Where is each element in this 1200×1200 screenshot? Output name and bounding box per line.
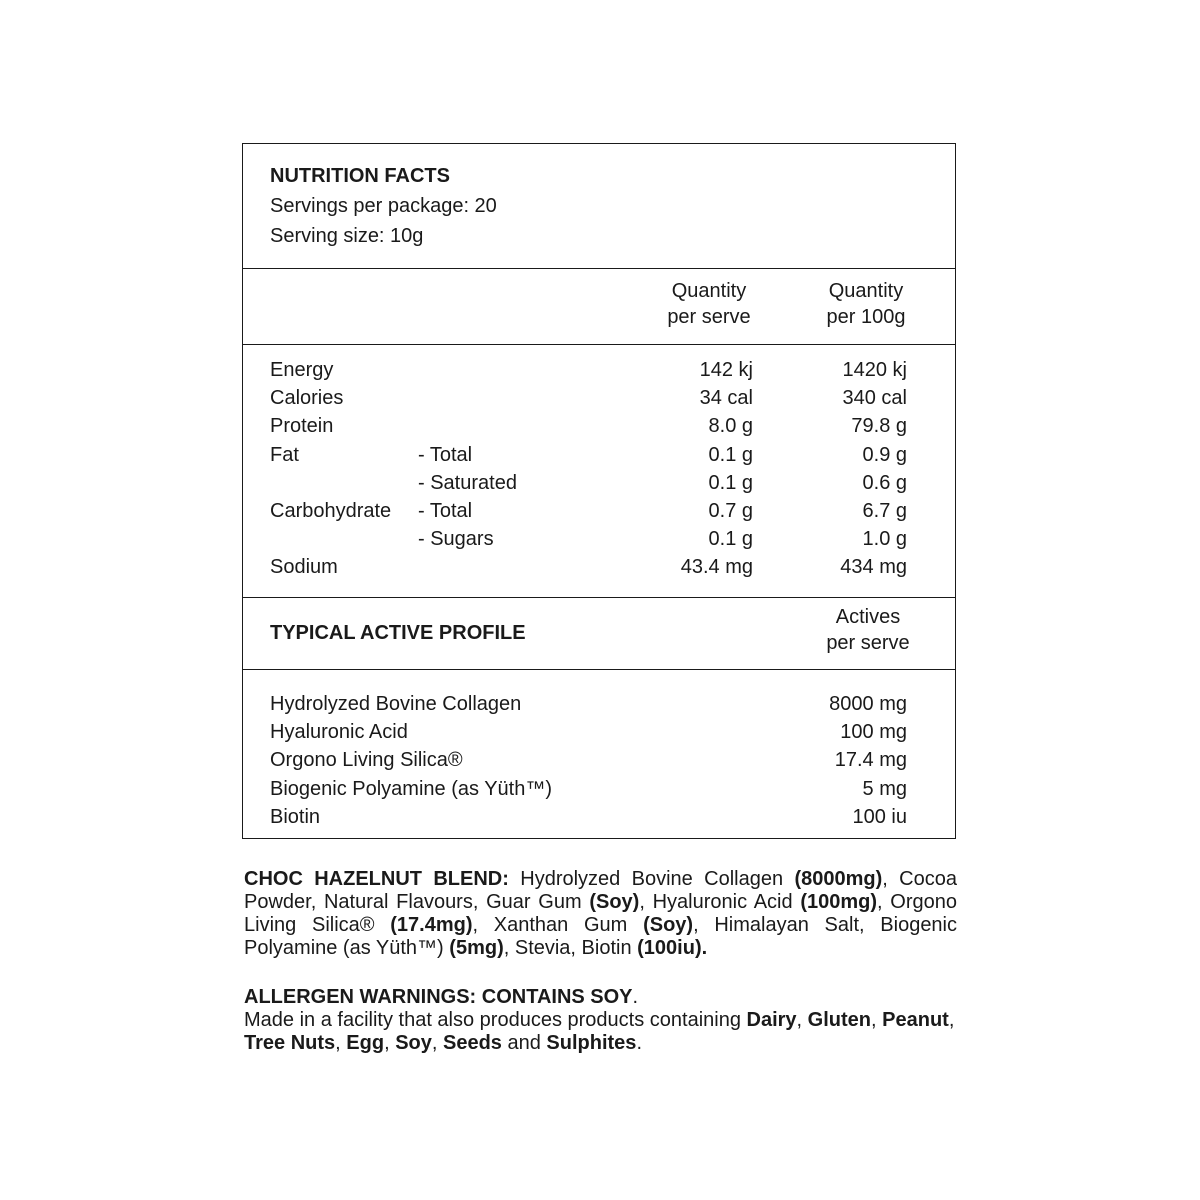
allergen-item: Egg <box>346 1032 385 1054</box>
active-name: Biogenic Polyamine (as Yüth™) <box>270 777 552 800</box>
col-header-per-100g <box>807 278 925 330</box>
text-segment: , Xanthan Gum <box>472 914 644 936</box>
separator: , <box>871 1009 883 1031</box>
nutrient-subtype: - Total <box>418 443 473 466</box>
active-amount: 5 mg <box>862 777 907 800</box>
text-segment: . <box>632 986 639 1008</box>
col-header-per-serve <box>651 278 767 330</box>
serving-size: Serving size: 10g <box>270 225 424 247</box>
text-segment: Hydrolyzed Bovine Collagen <box>508 868 795 890</box>
allergen-item: Tree Nuts <box>244 1032 336 1054</box>
nutrient-per-serve: 0.7 g <box>708 500 753 522</box>
bold-segment: (Soy) <box>589 891 640 913</box>
active-profile-title: TYPICAL ACTIVE PROFILE <box>270 622 526 644</box>
nutrient-subtype: - Sugars <box>418 528 494 551</box>
bold-segment: (17.4mg) <box>390 914 473 936</box>
col-header-line: per 100g <box>826 306 906 328</box>
separator: , <box>948 1009 955 1031</box>
divider <box>243 268 955 269</box>
servings-per-package: Servings per package: 20 <box>270 195 497 217</box>
blend-label: CHOC HAZELNUT BLEND: <box>244 868 509 890</box>
nutrition-panel <box>242 143 956 839</box>
nutrient-name: Energy <box>270 359 334 381</box>
separator: , <box>431 1032 443 1054</box>
divider <box>243 344 955 345</box>
nutrient-per-100g: 6.7 g <box>862 500 907 522</box>
nutrient-per-serve: 0.1 g <box>708 443 753 466</box>
nutrient-per-serve: 142 kj <box>699 359 753 381</box>
nutrient-per-100g: 0.6 g <box>862 471 907 494</box>
nutrient-name: Fat <box>270 443 299 466</box>
divider <box>243 597 955 598</box>
nutrient-per-100g: 1.0 g <box>862 528 907 551</box>
active-amount: 100 iu <box>852 805 907 828</box>
active-name: Orgono Living Silica® <box>270 749 463 772</box>
col-header-line: Quantity <box>671 280 747 302</box>
active-amount: 8000 mg <box>829 693 907 715</box>
allergen-item: Seeds <box>443 1032 502 1054</box>
nutrient-per-serve: 43.4 mg <box>680 556 753 579</box>
nutrient-per-100g: 434 mg <box>840 556 907 579</box>
nutrient-name: Protein <box>270 415 334 438</box>
col-header-line: Actives <box>835 606 901 628</box>
nutrient-subtype: - Saturated <box>418 471 517 494</box>
text-segment: , Orgono Living Silica® <box>244 891 958 936</box>
separator: and <box>501 1032 547 1054</box>
active-name: Hyaluronic Acid <box>270 721 408 744</box>
bold-segment: (5mg) <box>449 937 504 959</box>
active-amount: 100 mg <box>840 721 907 744</box>
text-segment: , Himalayan Salt, Biogenic Polyamine (as Yüth™) <box>244 914 958 959</box>
bold-segment: (Soy) <box>643 914 694 936</box>
nutrient-name: Calories <box>270 387 344 410</box>
text-segment: Made in a facility that also produces products containing <box>244 1009 747 1031</box>
divider <box>243 669 955 670</box>
nutrient-subtype: - Total <box>418 500 473 522</box>
bold-segment: (8000mg) <box>794 868 883 890</box>
allergen-item: Sulphites <box>546 1032 637 1054</box>
nutrient-name: Sodium <box>270 556 338 579</box>
allergen-item: Dairy <box>746 1009 797 1031</box>
text-segment: , Stevia, Biotin <box>503 937 638 959</box>
col-header-line: per serve <box>667 306 751 328</box>
bold-segment: (100iu). <box>637 937 708 959</box>
allergen-item: Peanut <box>882 1009 949 1031</box>
nutrient-per-100g: 0.9 g <box>862 443 907 466</box>
active-name: Biotin <box>270 805 321 828</box>
separator: . <box>636 1032 642 1054</box>
nutrient-per-100g: 340 cal <box>842 387 907 410</box>
bold-segment: (100mg) <box>800 891 878 913</box>
nutrient-per-serve: 0.1 g <box>708 528 753 551</box>
text-segment: , Hyaluronic Acid <box>639 891 801 913</box>
nutrient-name: Carbohydrate <box>270 500 392 522</box>
nutrient-per-100g: 79.8 g <box>851 415 907 438</box>
active-name: Hydrolyzed Bovine Collagen <box>270 693 522 715</box>
nutrient-per-serve: 8.0 g <box>708 415 753 438</box>
allergen-item: Gluten <box>807 1009 872 1031</box>
col-header-line: Quantity <box>828 280 904 302</box>
nutrient-per-100g: 1420 kj <box>842 359 907 381</box>
ingredients-paragraph <box>244 868 957 960</box>
active-amount: 17.4 mg <box>834 749 907 772</box>
separator: , <box>384 1032 396 1054</box>
col-header-line: per serve <box>826 632 910 654</box>
nutrient-per-serve: 0.1 g <box>708 471 753 494</box>
separator: , <box>796 1009 808 1031</box>
text-segment: , Cocoa Powder, Natural Flavours, Guar Gum <box>244 868 957 913</box>
nutrition-facts-title: NUTRITION FACTS <box>270 165 450 187</box>
col-header-actives <box>803 604 933 656</box>
nutrient-per-serve: 34 cal <box>699 387 753 410</box>
allergen-label: ALLERGEN WARNINGS: CONTAINS SOY <box>244 986 633 1008</box>
allergen-paragraph <box>244 986 957 1055</box>
allergen-item: Soy <box>395 1032 432 1054</box>
separator: , <box>335 1032 347 1054</box>
